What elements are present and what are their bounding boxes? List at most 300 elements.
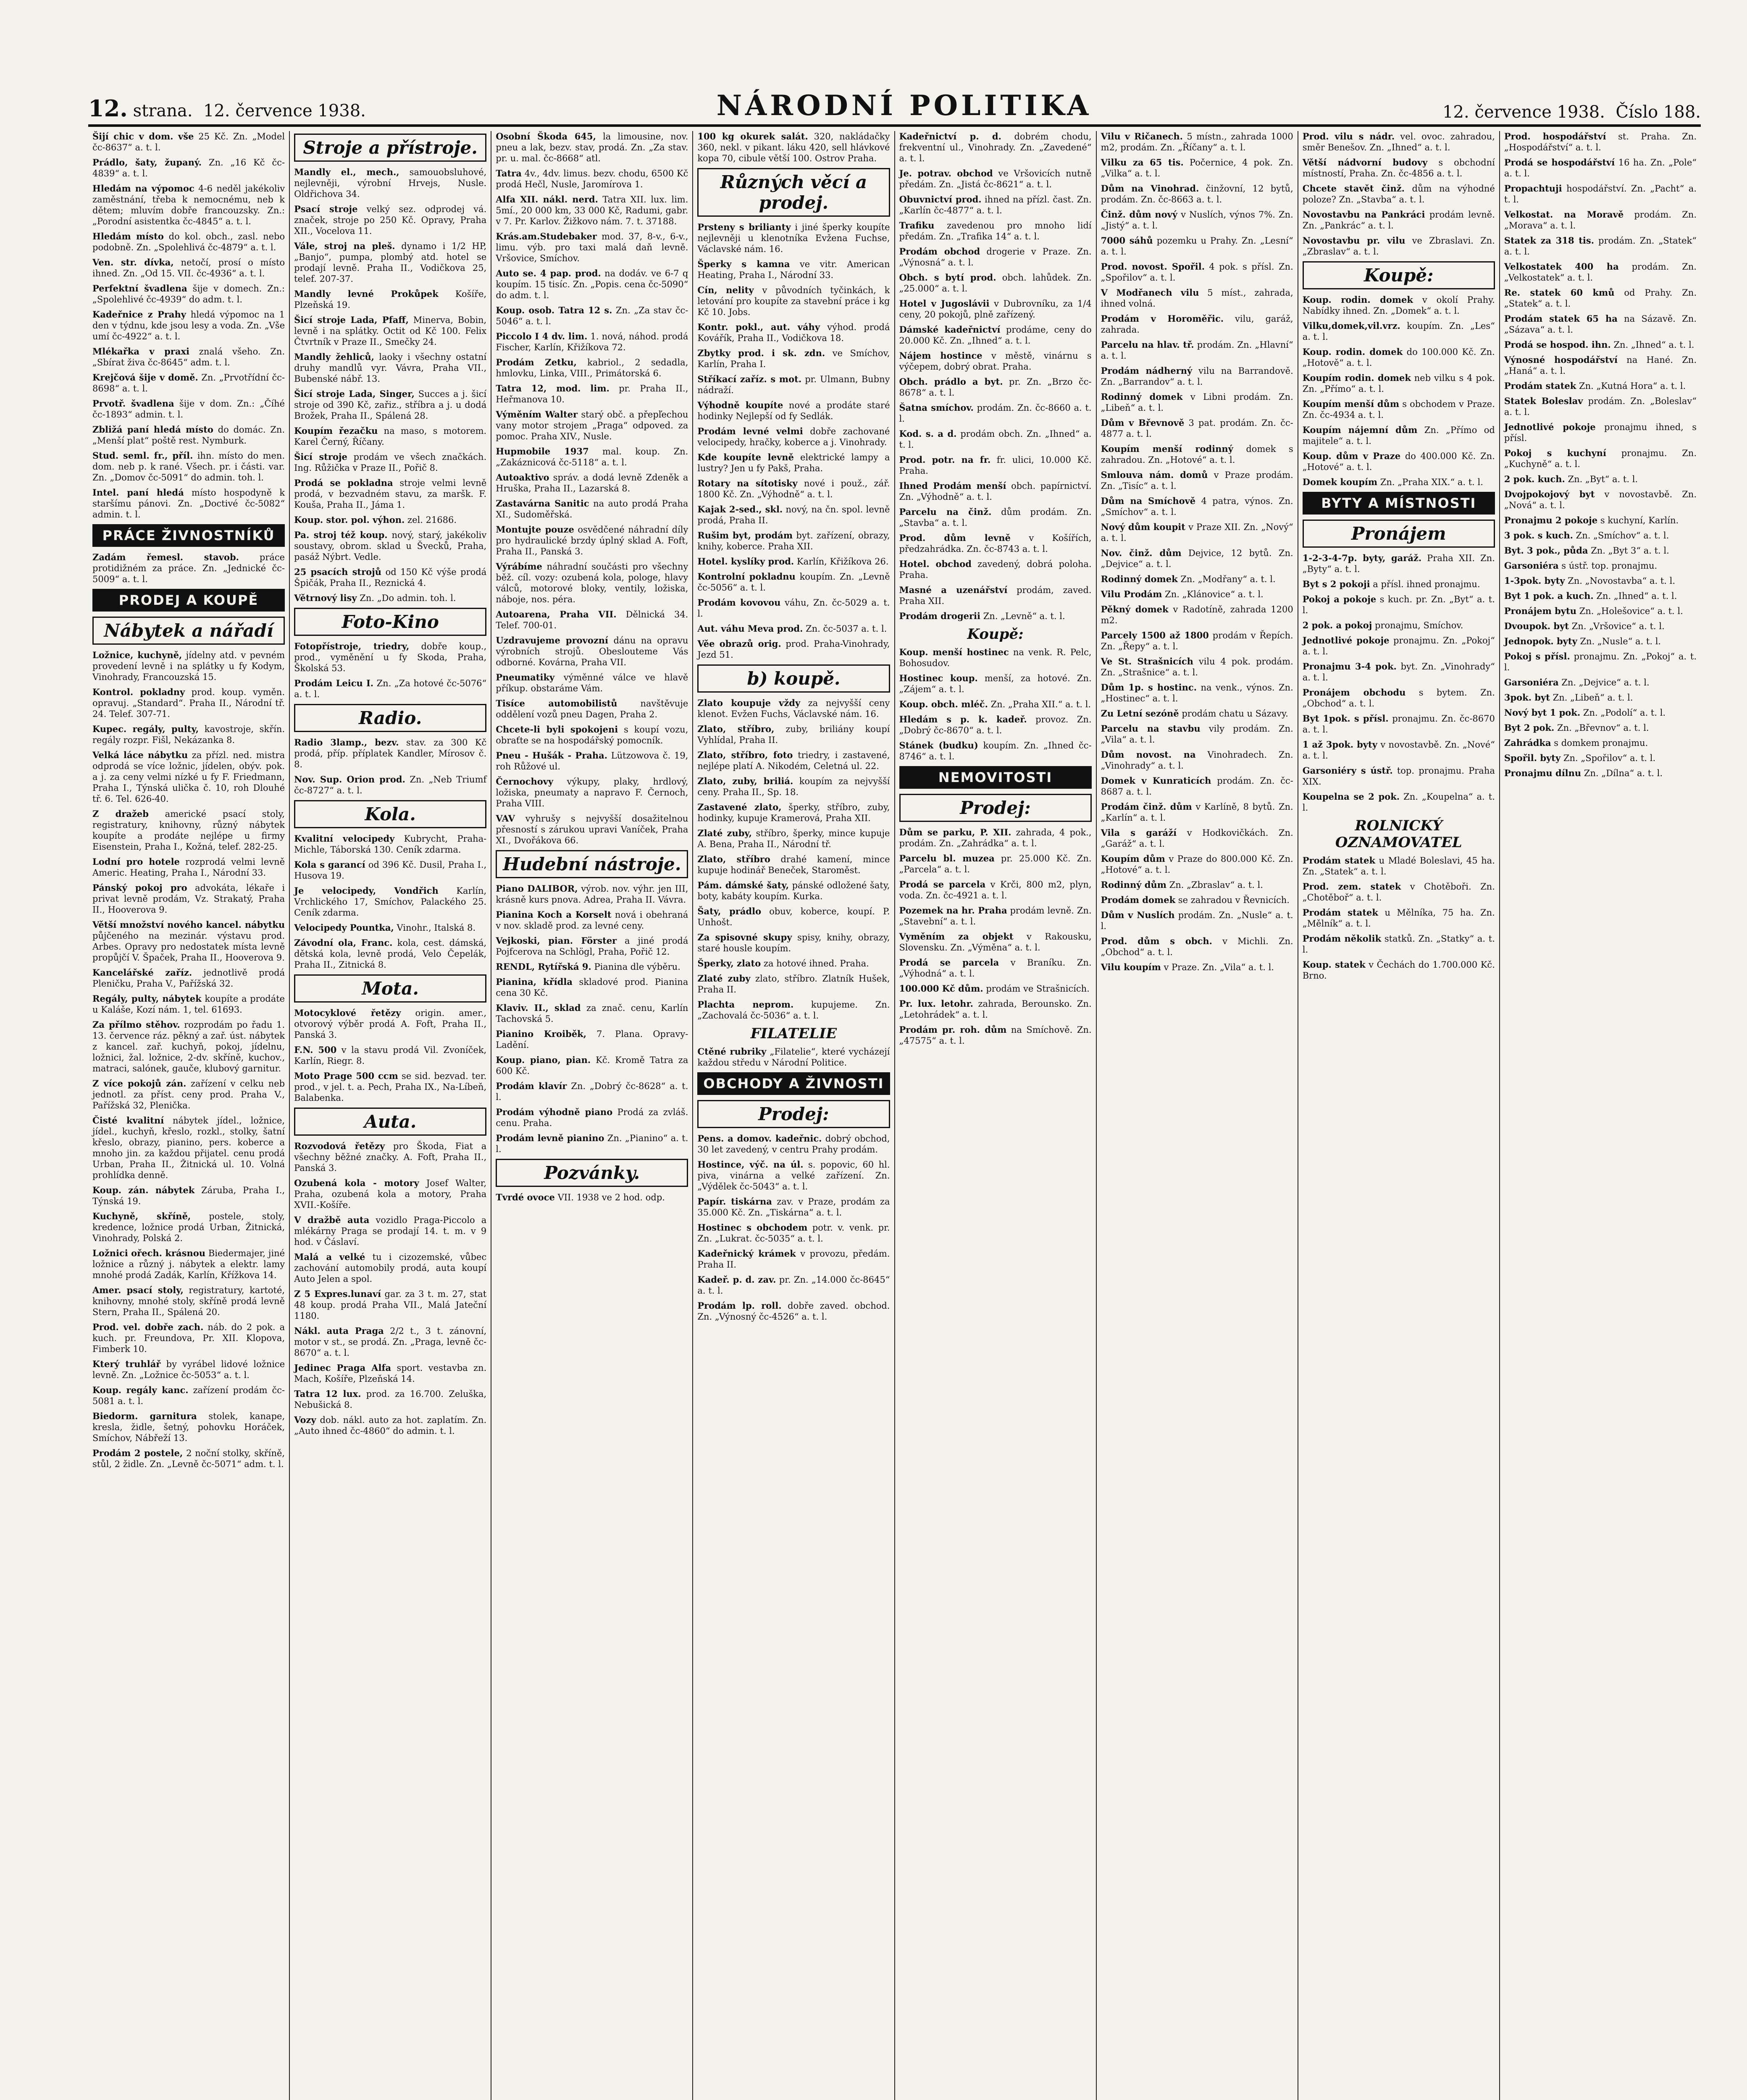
ad-heading: Ctěné rubriky bbox=[697, 1046, 767, 1057]
ad-text: stříbro, šperky, mince kupuje A. Bena, Praha II., Národní tř. bbox=[697, 828, 890, 849]
ad-heading: Pěkný domek bbox=[1101, 604, 1169, 614]
classified-ad bbox=[294, 1326, 486, 1358]
ad-text: vily prodám. Zn. „Vila“ a. t. l. bbox=[1101, 724, 1293, 745]
classified-ad bbox=[697, 973, 890, 995]
ad-heading: Prodám domek bbox=[1101, 895, 1176, 905]
ad-heading: Kupec. regály, pulty, bbox=[92, 724, 199, 734]
classified-ad bbox=[294, 1252, 486, 1284]
ad-heading: Smlouva nám. domů bbox=[1101, 470, 1208, 480]
classified-ad bbox=[899, 998, 1092, 1020]
classified-ad bbox=[496, 1133, 688, 1155]
ad-text: prodám. Zn. „Nusle“ a. t. l. bbox=[1101, 910, 1293, 931]
classified-ad bbox=[294, 1071, 486, 1103]
classified-ad bbox=[697, 906, 890, 928]
ad-heading: Perfektní švadlena bbox=[92, 283, 187, 294]
ad-heading: Dům se parku, P. XII. bbox=[899, 827, 1011, 837]
classified-ad bbox=[697, 776, 890, 798]
classified-ad bbox=[496, 750, 688, 772]
ad-text: s obchodní místností, Praha. Zn. čc-4856 a. t. l. bbox=[1302, 158, 1495, 178]
ad-text: v Praze XII. Zn. „Nový“ a. t. l. bbox=[1101, 522, 1293, 543]
ad-text: stolek, kanape, kresla, židle, šetný, pohovku Horáček, Smíchov, Nábřeží 13. bbox=[92, 1411, 285, 1443]
ad-heading: Domek v Kunraticích bbox=[1101, 775, 1211, 786]
ad-text: koupím. Zn. „Levně čc-5056“ a. t. l. bbox=[697, 572, 890, 593]
date-left: 12. července 1938. bbox=[203, 101, 366, 121]
ad-heading: Prodám Zetku, bbox=[496, 357, 577, 368]
ad-text: od Prahy. Zn. „Statek“ a. t. l. bbox=[1504, 288, 1697, 309]
ad-heading: Pianina, křídla bbox=[496, 976, 573, 987]
classified-ad bbox=[899, 507, 1092, 528]
ad-heading: Koup. stor. pol. výhon. bbox=[294, 514, 405, 525]
ad-text: v okolí Prahy. Nabídky ihned. Zn. „Domek“ a. t. l. bbox=[1302, 295, 1495, 316]
ad-heading: Parcelu na hlav. tř. bbox=[1101, 339, 1194, 350]
classified-ad bbox=[1303, 399, 1495, 420]
ad-text: top. pronajmu. Praha XIX. bbox=[1302, 766, 1495, 787]
section-heading: Pronájem bbox=[1303, 520, 1495, 548]
classified-ad bbox=[697, 880, 890, 902]
ad-text: 4 patra, výnos. Zn. „Smíchov“ a. t. l. bbox=[1101, 496, 1293, 517]
ad-text: Zn. „Dílna“ a. t. l. bbox=[1584, 768, 1663, 778]
ad-text: Zn. čc-5037 a. t. l. bbox=[806, 624, 887, 634]
ad-column bbox=[693, 131, 895, 2100]
ad-text: menší, za hotové. Zn. „Zájem“ a. t. l. bbox=[899, 673, 1092, 694]
classified-ad bbox=[92, 346, 285, 368]
ad-text: Karlín, Křižíkova 26. bbox=[796, 556, 889, 567]
ad-text: by vyrábel lidové ložnice levně. Zn. „Ložnice čc-5053“ a. t. l. bbox=[92, 1359, 285, 1380]
classified-ad bbox=[899, 879, 1092, 901]
ad-heading: Je velocipedy, Vondřich bbox=[294, 885, 439, 896]
ad-heading: Prodám pr. roh. dům bbox=[899, 1024, 1007, 1035]
ad-text: správ. a dodá levně Zdeněk a Hruška, Praha II., Lazarská 8. bbox=[496, 472, 688, 494]
ad-text: nová i obehraná v nov. skladě prod. za levné ceny. bbox=[496, 910, 688, 931]
classified-ad bbox=[496, 635, 688, 668]
ad-heading: Jednotlivé pokoje bbox=[1504, 422, 1596, 432]
ad-text: náb. do 2 pok. a kuch. pr. Freundova, Pr. XII. Klopova, Fimberk 10. bbox=[92, 1322, 285, 1354]
ad-heading: Fotopřístroje, triedry, bbox=[294, 641, 410, 651]
ad-heading: Hotel. obchod bbox=[899, 559, 972, 569]
ad-heading: 3 pok. s kuch. bbox=[1504, 530, 1573, 541]
ad-heading: Velkostat. na Moravě bbox=[1504, 209, 1624, 220]
ad-text: Zn. „Nusle“ a. t. l. bbox=[1580, 636, 1661, 646]
ad-text: drogerie v Praze. Zn. „Výnosná“ a. t. l. bbox=[899, 247, 1092, 268]
ad-text: 4v., 4dv. limus. bezv. chodu, 6500 Kč prodá Hečl, Nusle, Jaromírova 1. bbox=[496, 168, 688, 189]
ad-heading: Prod. potr. na fr. bbox=[899, 454, 991, 465]
classified-ad bbox=[899, 480, 1092, 502]
ad-heading: Re. statek 60 kmů bbox=[1504, 287, 1615, 298]
ad-text: drahé kamení, mince kupuje hodinář Beneček, Staroměst. bbox=[697, 854, 890, 875]
ad-heading: Dům na Smíchově bbox=[1101, 496, 1196, 506]
ad-text: zuby, briliány koupí Vyhlídal, Praha II. bbox=[697, 724, 890, 745]
classified-ad bbox=[294, 922, 486, 933]
ad-heading: Prodám klavír bbox=[496, 1081, 567, 1091]
classified-ad bbox=[697, 999, 890, 1021]
classified-ad bbox=[697, 1222, 890, 1244]
ad-heading: Nov. činž. dům bbox=[1101, 548, 1182, 558]
ad-text: 16 ha. Zn. „Pole“ a. t. l. bbox=[1504, 158, 1697, 178]
ad-heading: Prodám obchod bbox=[899, 246, 980, 257]
ad-heading: Prodám levné velmi bbox=[697, 426, 803, 436]
ad-heading: Parcelu bl. muzea bbox=[899, 853, 995, 864]
classified-ad bbox=[1504, 560, 1697, 571]
ad-heading: Ihned Prodám menší bbox=[899, 480, 1006, 491]
ad-heading: Vila s garáží bbox=[1101, 827, 1177, 838]
ad-heading: Prod. vel. dobře zach. bbox=[92, 1322, 204, 1332]
ad-heading: 25 psacích strojů bbox=[294, 567, 382, 577]
ad-text: sport. vestavba zn. Mach, Košíře, Plzeňská 14. bbox=[294, 1363, 487, 1384]
ad-heading: Autoarena, Praha VII. bbox=[496, 609, 617, 620]
classified-ad bbox=[496, 409, 688, 442]
classified-ad bbox=[1504, 530, 1697, 541]
classified-ad bbox=[496, 383, 688, 405]
classified-ad bbox=[496, 331, 688, 353]
ad-text: 4 pok. s přísl. Zn. „Spořilov“ a. t. l. bbox=[1101, 262, 1293, 283]
ad-text: na venk. R. Pelc, Bohosudov. bbox=[899, 647, 1092, 668]
ad-heading: Prodám několik bbox=[1302, 933, 1382, 944]
ad-heading: Biedorm. garnitura bbox=[92, 1411, 197, 1421]
ad-heading: Šperky s kamna bbox=[697, 259, 790, 269]
ad-heading: Velkostatek 400 ha bbox=[1504, 261, 1619, 272]
classified-ad bbox=[496, 231, 688, 264]
ad-text: v Braníku. Zn. „Výhodná“ a. t. l. bbox=[899, 958, 1092, 979]
classified-ad bbox=[1504, 575, 1697, 586]
classified-ad bbox=[1101, 522, 1293, 543]
classified-ad bbox=[92, 1185, 285, 1207]
classified-ad bbox=[697, 1046, 890, 1068]
ad-text: Zn. „Smíchov“ a. t. l. bbox=[1576, 530, 1669, 541]
classified-ad bbox=[1101, 962, 1293, 973]
ad-text: Zn. „Vršovice“ a. t. l. bbox=[1571, 621, 1665, 631]
ad-text: kabriol., 2 sedadla, hmlovku, Linka, VIII., Primátorská 6. bbox=[496, 357, 688, 378]
ad-text: prodáme, ceny do 20.000 Kč. Zn. „Ihned“ a. t. l. bbox=[899, 325, 1092, 346]
ad-heading: Moto Prage 500 ccm bbox=[294, 1071, 398, 1081]
ad-heading: Zbližá paní hledá místo bbox=[92, 424, 213, 435]
classified-ad bbox=[899, 559, 1092, 580]
ad-heading: Alfa XII. nákl. nerd. bbox=[496, 194, 598, 205]
ad-heading: Vyměním za objekt bbox=[899, 931, 1014, 942]
ad-text: nový, na čn. spol. levně prodá, Praha II. bbox=[697, 504, 890, 525]
classified-ad bbox=[294, 737, 486, 770]
ad-heading: Koup. rodin. domek bbox=[1302, 346, 1403, 357]
classified-ad bbox=[697, 1248, 890, 1270]
ad-heading: Garsoniéra bbox=[1504, 560, 1559, 571]
ad-text: starý obč. a přepľechou vany motor strojem „Praga“ odpoved. za pomoc. Praha XIV., Nusle. bbox=[496, 410, 688, 441]
classified-ad bbox=[1303, 635, 1495, 657]
classified-ad bbox=[899, 585, 1092, 606]
classified-ad bbox=[697, 452, 890, 474]
classified-ad bbox=[697, 597, 890, 619]
classified-ad bbox=[899, 853, 1092, 875]
classified-ad bbox=[1303, 933, 1495, 955]
classified-ad bbox=[294, 452, 486, 473]
ad-heading: Zastavené zlato, bbox=[697, 802, 782, 812]
ad-heading: Tvrdé ovoce bbox=[496, 1192, 555, 1202]
classified-ad bbox=[1101, 936, 1293, 958]
classified-ad bbox=[1101, 287, 1293, 309]
ad-text: prodám. Zn. „Morava“ a. t. l. bbox=[1504, 210, 1697, 231]
ad-heading: Krejčová šije v domě. bbox=[92, 372, 198, 383]
classified-ad bbox=[697, 638, 890, 660]
classified-ad bbox=[1303, 661, 1495, 683]
ad-heading: 100 kg okurek salát. bbox=[697, 131, 808, 142]
ad-heading: Stánek (budku) bbox=[899, 740, 978, 751]
ad-heading: Koupím menší dům bbox=[1302, 399, 1400, 409]
ad-heading: Prodám statek 65 ha bbox=[1504, 313, 1618, 324]
ad-text: potr. v. venk. pr. Zn. „Lukrat. čc-5035“ a. t. l. bbox=[697, 1223, 890, 1244]
classified-ad bbox=[899, 957, 1092, 979]
ad-heading: 1 až 3pok. byty bbox=[1302, 739, 1377, 750]
classified-ad bbox=[496, 1055, 688, 1076]
ad-text: v Karlíně, 8 bytů. Zn. „Karlín“ a. t. l. bbox=[1101, 802, 1293, 823]
ad-text: prodám, zaved. Praha XII. bbox=[899, 585, 1092, 606]
classified-ad bbox=[92, 487, 285, 520]
ad-heading: Pianino Kroiběk, bbox=[496, 1029, 587, 1039]
ad-text: nábytek jídel., ložnice, jídel., kuchyň, křeslo, rozkl., stolky, šatní křeslo, obrazy, pianino, pers. koberce a mnoho jin. za každou přijatel. cenu prodá Urban, Praha II., Žitnická ul. 10. Volná prohlídka denně. bbox=[92, 1116, 285, 1180]
ad-text: Zn. „Holešovice“ a. t. l. bbox=[1579, 606, 1683, 616]
ad-text: do kol. obch., zasl. nebo podobně. Zn. „Spolehlivá čc-4879“ a. t. l. bbox=[92, 231, 285, 252]
section-banner: PRODEJ A KOUPĚ bbox=[92, 589, 285, 612]
ad-text: prodám ve všech značkách. Ing. Růžička v Praze II., Pořič 8. bbox=[294, 452, 487, 473]
ad-heading: Zlato koupuje vždy bbox=[697, 698, 801, 708]
classified-ad bbox=[1101, 853, 1293, 875]
ad-text: Minerva, Bobin, levně i na splátky. Octit od Kč 100. Felix Čtvrtník v Praze II., Smečky 24. bbox=[294, 315, 487, 347]
classified-ad bbox=[1504, 515, 1697, 526]
classified-ad bbox=[1504, 396, 1697, 417]
classified-ad bbox=[294, 1178, 486, 1210]
ad-text: v novostavbě. Zn. „Nová“ a. t. l. bbox=[1504, 489, 1697, 510]
ad-heading: Piano DALIBOR, bbox=[496, 883, 578, 894]
ad-columns bbox=[88, 131, 1701, 2100]
ad-text: 5 místn., zahrada 1000 m2, prodám. Zn. „Říčany“ a. t. l. bbox=[1101, 131, 1293, 152]
classified-ad bbox=[496, 305, 688, 327]
classified-ad bbox=[1303, 346, 1495, 368]
classified-ad bbox=[496, 976, 688, 998]
ad-text: Zn. „Za stav čc-5046“ a. t. l. bbox=[496, 305, 688, 326]
classified-ad bbox=[92, 131, 285, 153]
ad-text: se sid. bezvad. ter. prod., v jel. t. a. Pech, Praha IX., Na-Líbeň, Balabenka. bbox=[294, 1071, 487, 1103]
classified-ad bbox=[899, 131, 1092, 164]
ad-heading: Prodám nádherný bbox=[1101, 365, 1193, 376]
ad-text: zavedenou pro mnoho lidí předám. Zn. „Trafika 14“ a. t. l. bbox=[899, 220, 1092, 242]
section-heading: Hudební nástroje. bbox=[496, 850, 688, 878]
classified-ad bbox=[1504, 209, 1697, 231]
ad-text: 3 pat. prodám. Zn. čc-4877 a. t. l. bbox=[1101, 418, 1293, 439]
ad-text: prod. Praha-Vinohrady, Jezd 51. bbox=[697, 639, 890, 660]
classified-ad bbox=[92, 450, 285, 483]
ad-heading: Rušim byt, prodám bbox=[697, 530, 793, 541]
ad-text: Kubrycht, Praha-Michle, Táborská 130. Ceník zdarma. bbox=[294, 834, 487, 855]
ad-text: triedry, i zastavené, nejlépe platí A. Nikodém, Celetná ul. 22. bbox=[697, 750, 890, 771]
ad-heading: 2 pok. a pokoj bbox=[1302, 620, 1372, 630]
ad-text: stroje velmi levně prodá, v bezvadném stavu, za maršk. F. Kouša, Praha II., Jáma 1. bbox=[294, 478, 487, 510]
ad-text: Zn. „Dejvice“ a. t. l. bbox=[1561, 677, 1650, 688]
ad-text: v Košířích, předzahrádka. Zn. čc-8743 a. t. l. bbox=[899, 533, 1092, 554]
ad-text: prodám. Zn. „Boleslav“ a. t. l. bbox=[1504, 396, 1697, 417]
classified-ad bbox=[294, 833, 486, 855]
ad-text: a jiné prodá Pojfcerova na Schlögl, Praha, Pořič 12. bbox=[496, 936, 688, 957]
ad-text: v Rakousku, Slovensku. Zn. „Výměna“ a. t. l. bbox=[899, 932, 1092, 953]
ad-text: dům na výhodné poloze? Zn. „Stavba“ a. t. l. bbox=[1302, 184, 1495, 205]
classified-ad bbox=[1303, 157, 1495, 179]
ad-text: do 400.000 Kč. Zn. „Hotové“ a. t. l. bbox=[1302, 451, 1495, 472]
ad-text: půjčeného na mezinár. výstavu prod. Arbes. Opravy pro nedostatek místa levně propůjčí V. Špaček, Praha II., Hooverova 9. bbox=[92, 931, 285, 963]
ad-text: kavostroje, skřín. regály rozpr. Fišl, Nekázanka 8. bbox=[92, 724, 285, 745]
section-heading: Radio. bbox=[294, 704, 486, 732]
ad-text: na dodáv. ve 6-7 q koupím. 15 tisíc. Zn. „Popis. cena čc-5090“ do adm. t. l. bbox=[496, 268, 688, 300]
classified-ad bbox=[1101, 589, 1293, 600]
ad-text: velký sez. odprodej vá. značek, stroje po 250 Kč. Opravy, Praha XII., Vocelova 11. bbox=[294, 204, 487, 236]
ad-text: Zn. „Dobrý čc-8628“ a. t. l. bbox=[496, 1081, 688, 1102]
ad-text: v Praze prodám. Zn. „Tisíc“ a. t. l. bbox=[1101, 470, 1293, 491]
ad-text: výměnné válce ve hlavě příkup. obstaráme Vám. bbox=[496, 672, 688, 693]
classified-ad bbox=[697, 556, 890, 567]
ad-text: origin. amer., otvorový výběr prodá A. Foft, Praha II., Panská 3. bbox=[294, 1008, 487, 1040]
ad-text: byt. zařízení, obrazy, knihy, koberce. Praha XII. bbox=[697, 530, 890, 551]
ad-text: nové i použ., zář. 1800 Kč. Zn. „Výhodně“ a. t. l. bbox=[697, 478, 890, 499]
classified-ad bbox=[697, 348, 890, 370]
ad-heading: Tatra 12, mod. lim. bbox=[496, 383, 609, 394]
ad-text: 320, nakládačky 360, nekl. v pikant. láku 420, sell hlávkové kopa 70, cibule větší 100. Ostrov Praha. bbox=[697, 131, 890, 163]
ad-text: vilu 4 pok. prodám. Zn. „Strašnice“ a. t. l. bbox=[1101, 656, 1293, 677]
ad-text: zel. 21686. bbox=[407, 515, 457, 525]
classified-ad bbox=[1101, 630, 1293, 652]
classified-ad bbox=[92, 1078, 285, 1111]
ad-text: v Libni prodám. Zn. „Libeň“ a. t. l. bbox=[1101, 392, 1293, 413]
classified-ad bbox=[92, 183, 285, 227]
ad-text: skladové prod. Pianina cena 30 Kč. bbox=[496, 977, 688, 998]
classified-ad bbox=[1101, 604, 1293, 626]
ad-heading: Chcete stavět činž. bbox=[1302, 183, 1405, 194]
ad-heading: Šicí stroje bbox=[294, 452, 347, 462]
ad-heading: Koupím menší rodinný bbox=[1101, 444, 1233, 454]
ad-text: Zn. „Zbraslav“ a. t. l. bbox=[1169, 880, 1263, 890]
ad-text: Košíře, Plzeňská 19. bbox=[294, 289, 487, 310]
ad-heading: Kontr. pokl., aut. váhy bbox=[697, 322, 820, 332]
ad-heading: Pokoj s přísl. bbox=[1504, 651, 1570, 662]
classified-ad bbox=[496, 1192, 688, 1203]
ad-text: neb vilku s 4 pok. Zn. „Přímo“ a. t. l. bbox=[1302, 373, 1495, 394]
ad-text: dobře koup., prod., vyměnění u fy Skoda, Praha, Školská 53. bbox=[294, 641, 487, 673]
ad-heading: Kod. s. a d. bbox=[899, 428, 957, 439]
classified-ad bbox=[1303, 765, 1495, 787]
ad-heading: Dvoupok. byt bbox=[1504, 621, 1569, 631]
classified-ad bbox=[92, 552, 285, 585]
classified-ad bbox=[1303, 855, 1495, 877]
ad-text: Zn. „Podolí“ a. t. l. bbox=[1583, 708, 1666, 718]
ad-heading: Koupím řezačku bbox=[294, 425, 378, 436]
ad-text: Zn. „Ihned“ a. t. l. bbox=[1596, 591, 1677, 601]
ad-heading: Trafiku bbox=[899, 220, 935, 231]
classified-ad bbox=[92, 808, 285, 852]
ad-heading: Koup. menší hostinec bbox=[899, 647, 1009, 657]
classified-ad bbox=[1504, 339, 1697, 350]
ad-heading: Osobní Škoda 645, bbox=[496, 131, 596, 142]
ad-heading: Vilku,domek,vil.vrz. bbox=[1302, 320, 1400, 331]
ad-text: Záruba, Praha I., Týnská 19. bbox=[92, 1185, 285, 1206]
classified-ad bbox=[294, 1415, 486, 1436]
classified-ad bbox=[1101, 365, 1293, 387]
ad-heading: Obuvnictví prod. bbox=[899, 194, 982, 205]
ad-heading: Obch. prádlo a byt. bbox=[899, 376, 1003, 387]
ad-heading: Prodám Leicu I. bbox=[294, 678, 374, 688]
ad-heading: Garsoniéry s ústř. bbox=[1302, 765, 1393, 776]
classified-ad bbox=[496, 698, 688, 720]
classified-ad bbox=[1101, 879, 1293, 890]
section-heading: Koupě: bbox=[967, 626, 1024, 643]
ad-heading: Koup. piano, pian. bbox=[496, 1055, 591, 1065]
classified-ad bbox=[697, 131, 890, 164]
ad-heading: Spořil. byty bbox=[1504, 753, 1561, 763]
ad-heading: Byt. 3 pok., půda bbox=[1504, 545, 1588, 556]
ad-heading: Vejkoski, pian. Förster bbox=[496, 935, 617, 946]
classified-ad bbox=[92, 882, 285, 915]
ad-heading: Ložnice, kuchyně, bbox=[92, 650, 182, 660]
classified-ad bbox=[697, 400, 890, 422]
ad-heading: Tatra bbox=[496, 168, 522, 178]
classified-ad bbox=[697, 724, 890, 746]
ad-heading: Regály, pulty, nábytek bbox=[92, 993, 202, 1004]
classified-ad bbox=[1101, 209, 1293, 231]
ad-heading: Pronajmu 2 pokoje bbox=[1504, 515, 1598, 525]
ad-text: pr. 25.000 Kč. Zn. „Parcela“ a. t. l. bbox=[899, 853, 1092, 874]
ad-text: postele, stoly, kredence, ložnice prodá Urban, Žitnická, Vinohrady, Polská 2. bbox=[92, 1211, 285, 1243]
classified-ad bbox=[92, 750, 285, 804]
classified-ad bbox=[294, 678, 486, 700]
section-heading: Různých věcí a prodej. bbox=[697, 168, 890, 217]
classified-ad bbox=[697, 222, 890, 255]
ad-text: VII. 1938 ve 2 hod. odp. bbox=[557, 1192, 665, 1202]
classified-ad bbox=[697, 322, 890, 344]
ad-text: provoz. Zn. „Dobrý čc-8670“ a. t. l. bbox=[899, 714, 1092, 735]
ad-text: hledá výpomoc na 1 den v týdnu, kde jsou lesy a voda. Zn. „Vše umí čc-4922“ a. t. l. bbox=[92, 310, 285, 341]
ad-heading: Intel. paní hledá bbox=[92, 487, 184, 498]
ad-text: v Chotěboři. Zn. „Chotěboř“ a. t. l. bbox=[1302, 882, 1495, 903]
ad-heading: Dům na Vinohrad. bbox=[1101, 183, 1199, 194]
ad-heading: Prsteny s brilianty bbox=[697, 222, 791, 232]
ad-text: a přísl. ihned pronajmu. bbox=[1373, 579, 1480, 589]
ad-text: elektrické lampy a lustry? Jen u fy Pakš, Praha. bbox=[697, 452, 890, 473]
section-heading: b) koupě. bbox=[697, 664, 890, 693]
classified-ad bbox=[1101, 827, 1293, 849]
classified-ad bbox=[1504, 722, 1697, 733]
ad-column bbox=[895, 131, 1097, 2100]
ad-text: znalá všeho. Zn. „Sbírat živa čc-8645“ adm. t. l. bbox=[92, 346, 285, 368]
ad-heading: Vilku za 65 tis. bbox=[1101, 157, 1184, 168]
ad-heading: Kadeřnický krámek bbox=[697, 1248, 796, 1259]
classified-ad bbox=[1303, 713, 1495, 735]
ad-text: vyhrušy s nejvyšší dosažitelnou přesností s zárukou upravi Vaníček, Praha XI., Dvořákova 66. bbox=[496, 814, 688, 845]
classified-ad bbox=[899, 272, 1092, 294]
classified-ad bbox=[1504, 591, 1697, 601]
classified-ad bbox=[1303, 881, 1495, 903]
classified-ad bbox=[294, 478, 486, 510]
ad-heading: Jednopok. byty bbox=[1504, 636, 1577, 646]
ad-heading: Prodám kovovou bbox=[697, 597, 781, 608]
ad-text: v původních tyčinkách, k letování pro koupíte za stavební práce i kg Kč 10. Jobs. bbox=[697, 285, 890, 317]
ad-heading: Mlékařka v praxi bbox=[92, 346, 189, 357]
ad-text: stav. za 300 Kč prodá, příp. příplatek Kandler, Mírosov č. 8. bbox=[294, 738, 487, 769]
ad-heading: Výměním Walter bbox=[496, 409, 578, 420]
ad-text: Vinohradech. Zn. „Vinohrady“ a. t. l. bbox=[1101, 750, 1293, 771]
ad-heading: Zu Letní sezóně bbox=[1101, 708, 1179, 719]
classified-ad bbox=[92, 1285, 285, 1318]
ad-heading: Prodám statek bbox=[1302, 855, 1376, 866]
ad-heading: Dvojpokojový byt bbox=[1504, 489, 1595, 499]
classified-ad bbox=[92, 919, 285, 963]
classified-ad bbox=[294, 859, 486, 881]
classified-ad bbox=[1504, 287, 1697, 309]
ad-heading: Šijí chic v dom. vše bbox=[92, 131, 194, 142]
classified-ad bbox=[92, 1115, 285, 1181]
classified-ad bbox=[1101, 656, 1293, 678]
